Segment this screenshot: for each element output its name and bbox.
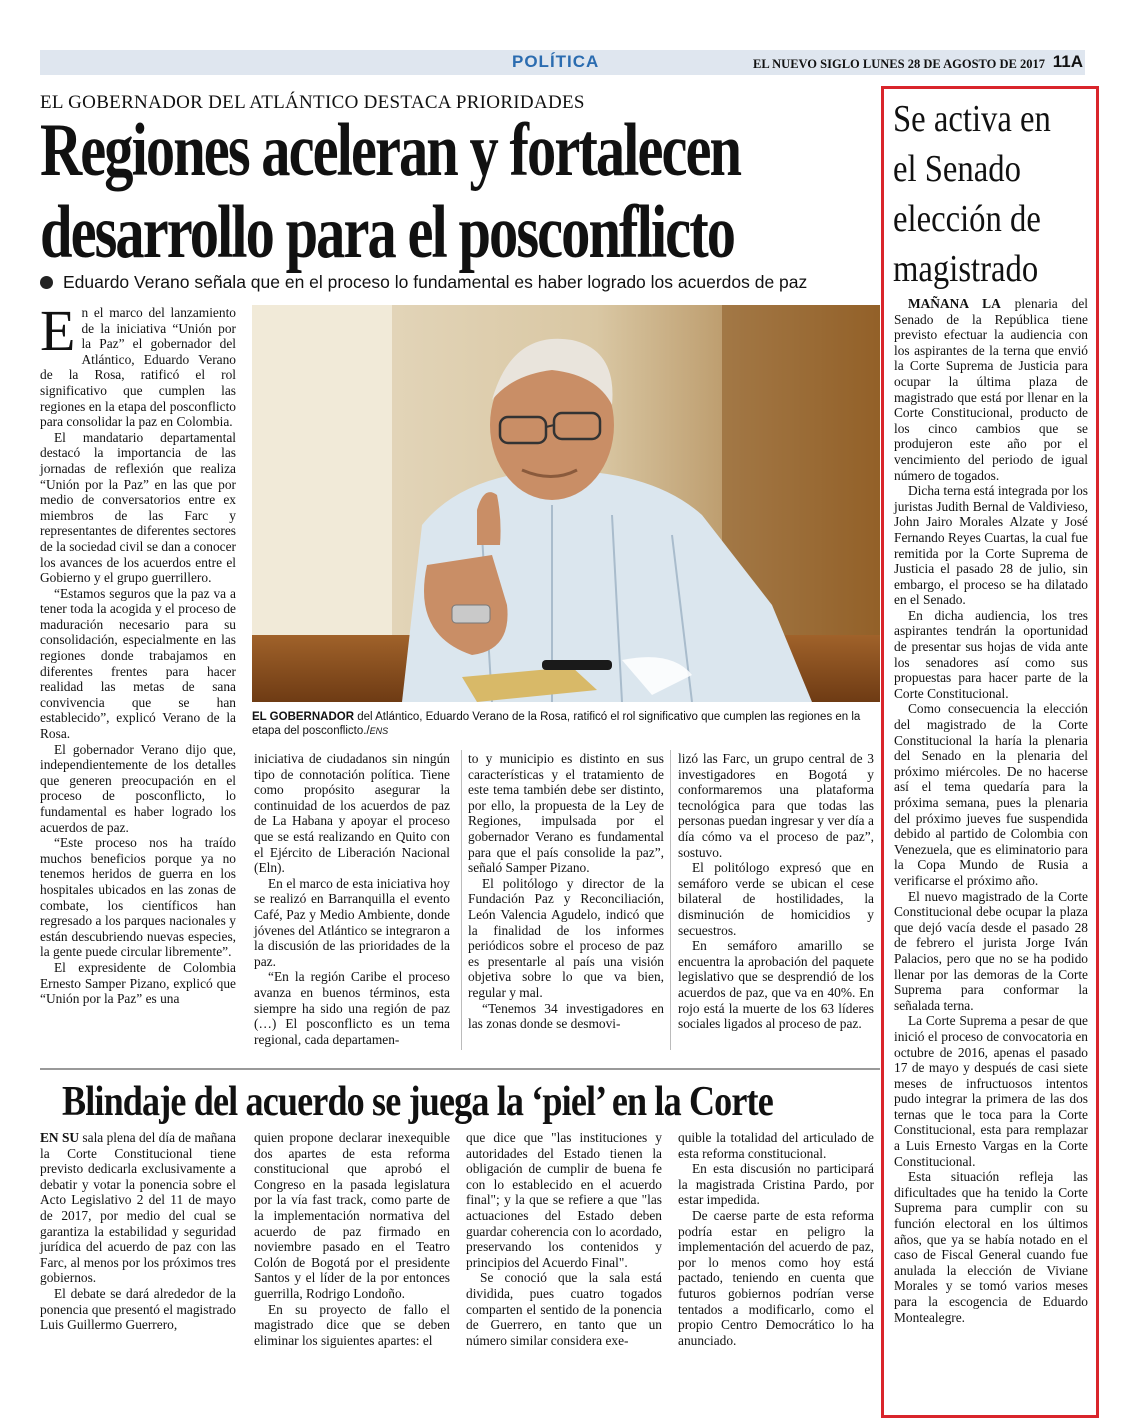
paragraph: quien propone declarar inexequible dos apartes de esta reforma constitucional que aprobó el Congreso en la pasada legislatura por la vía fast track, como parte de la implementación normativa del acuerdo de paz firmado en noviembre pasado en el Teatro Colón de Bogotá por el presidente Santos y el líder de la por entonces guerrilla, Rodrigo Londoño. <box>254 1130 450 1301</box>
governor-photo <box>252 305 880 702</box>
caption-credit: ENS <box>369 726 389 736</box>
main-headline <box>40 110 882 274</box>
paragraph: El mandatario departamental destacó la importancia de las jornadas de reflexión que realiza “Unión por la Paz” en las que por medio de conversatorios entre ex miembros de las Farc y representantes de diferentes sectores de la sociedad civil se dan a conocer los avances de los acuerdos entre el Gobierno y el grupo guerrillero. <box>40 429 236 586</box>
paragraph: En dicha audiencia, los tres aspirantes tendrán la oportunidad de presentar sus hojas de vida ante los senadores así como sus propuestas para hacer parte de la Corte Constitucional. <box>894 607 1088 701</box>
kicker: EL GOBERNADOR DEL ATLÁNTICO DESTACA PRIORIDADES <box>40 92 585 113</box>
section-divider <box>40 1068 880 1070</box>
sidebar-body <box>894 296 1088 1325</box>
subhead-text: Eduardo Verano señala que en el proceso lo fundamental es haber logrado los acuerdos de paz <box>63 272 808 292</box>
paragraph: En su proyecto de fallo el magistrado dice que se deben eliminar los siguientes apartes: el <box>254 1301 450 1348</box>
paragraph: Se conoció que la sala está dividida, pues cuatro togados comparten el sentido de la ponencia de Guerrero, en tanto que un número similar considera exe- <box>466 1270 662 1348</box>
paragraph: to y municipio es distinto en sus características y el tratamiento de este tema también debe ser distinto, por ello, la propuesta de la Ley de Regiones, impulsada por el gobernador Verano es fundamental para que el país consolide la paz”, señaló Samper Pizano. <box>468 751 664 876</box>
paragraph: El politólogo y director de la Fundación Paz y Reconciliación, León Valencia Agudelo, indicó que la finalidad de los informes periódicos sobre el proceso de paz es presentarle al país una visión objetiva sobre lo que va bien, regular y mal. <box>468 875 664 1000</box>
second-col-2 <box>254 1130 450 1348</box>
paragraph: En el marco de esta iniciativa hoy se realizó en Barranquilla el evento Café, Paz y Medio Ambiente, donde jóvenes del Atlántico se integraron a la discusión de las prioridades de la paz. <box>254 875 450 969</box>
paragraph: De caerse parte de esta reforma podría estar en peligro la implementación del acuerdo de paz, por lo menos como hoy está pactado, teniendo en cuenta que futuros gobiernos podrían verse tentados a modificarlo, como el propio Centro Democrático lo ha anunciado. <box>678 1207 874 1348</box>
paragraph: “Estamos seguros que la paz va a tener toda la acogida y el proceso de maduración necesario para su consolidación, especialmente en las regiones donde trabajamos en diferentes frentes para hacer realidad las metas de sana convivencia que se han establecido”, explicó Verano de la Rosa. <box>40 585 236 742</box>
paragraph: El gobernador Verano dijo que, independientemente de los detalles que generen preocupación en el proceso de posconflicto, lo fundamental es haber logrado los acuerdos de paz. <box>40 741 236 835</box>
paragraph: plenaria del Senado de la República tiene previsto efectuar la audiencia con los aspirantes de la terna que envió la Corte Suprema de Justicia para ocupar la última plaza de magistrado que está por llenar en la Corte Constitucional, producto de los cinco cambios que se produjeron este año por el vencimiento del periodo de igual número de togados. <box>894 296 1088 483</box>
column-rule <box>461 750 462 1050</box>
paragraph: Dicha terna está integrada por los juristas Judith Bernal de Valdivieso, John Jairo Morales Alzate y José Fernando Reyes Cuartas, la cual fue remitida por la Corte Suprema de Justicia el pasado 28 de julio, sin embargo, el proceso se ha dilatado en el Senado. <box>894 483 1088 608</box>
paragraph: La Corte Suprema a pesar de que inició el proceso de convocatoria en octubre de 2016, apenas el pasado 17 de mayo y después de casi siete meses de infructuosos intentos pudo integrar la primera de las dos ternas que le toca para la Corte Constitucional, esta para remplazar a Luis Ernesto Vargas en la Corte Constitucional. <box>894 1013 1088 1169</box>
sidebar-headline-line: Se activa en <box>893 98 1051 140</box>
second-headline: Blindaje del acuerdo se juega la ‘piel’ en la Corte <box>62 1079 773 1125</box>
paragraph: lizó las Farc, un grupo central de 3 investigadores en Bogotá y conformaremos una plataforma tecnológica para que todas las personas puedan ingresar y ver día a día cómo va el proceso de paz”, sostuvo. <box>678 751 874 860</box>
sidebar-headline-line: elección de <box>893 198 1041 240</box>
main-col-1 <box>40 298 236 1007</box>
paragraph: En semáforo amarillo se encuentra la aprobación del paquete legislativo que se desprendió de los acuerdos de paz, que va en 40%. En rojo está la muerte de los 63 líderes sociales ligados al proceso de paz. <box>678 938 874 1032</box>
caption-lead: EL GOBERNADOR <box>252 711 355 723</box>
sidebar-headline-line: el Senado <box>893 148 1021 190</box>
main-col-2 <box>254 751 450 1047</box>
sidebar-headline-line: magistrado <box>893 248 1039 290</box>
photo-caption <box>252 710 880 738</box>
bullet-icon <box>40 276 53 289</box>
paragraph: que dice que "las instituciones y autoridades del Estado tienen la obligación de cumplir de buena fe con lo establecido en el acuerdo final"; y la que se refiere a que "las actuaciones del Estado deben guardar coherencia con lo acordado, preservando los contenidos y principios del Acuerdo Final". <box>466 1130 662 1270</box>
headline-line-1: Regiones aceleran y fortalecen <box>40 109 741 192</box>
paragraph: quible la totalidad del articulado de esta reforma constitucional. <box>678 1130 874 1161</box>
paragraph: El politólogo expresó que en semáforo verde se ubican el cese bilateral de hostilidades, la disminución de homicidios y secuestros. <box>678 860 874 938</box>
paragraph: sala plena del día de mañana la Corte Constitucional tiene previsto dedicarla exclusivamente a debatir y votar la ponencia sobre el Acto Legislativo 2 del 11 de mayo de 2017, por medio del cual se garantiza la estabilidad y seguridad jurídica del acuerdo de paz con las Farc, al menos por los próximos tres gobiernos. <box>40 1130 236 1286</box>
lead-in: EN SU <box>40 1130 80 1145</box>
subhead <box>40 272 807 293</box>
paragraph: “Tenemos 34 investigadores en las zonas donde se desmovi- <box>468 1000 664 1032</box>
second-col-3 <box>466 1130 662 1348</box>
second-col-4 <box>678 1130 874 1348</box>
paragraph: iniciativa de ciudadanos sin ningún tipo de connotación política. Tiene como propósito asegurar la continuidad de los acuerdos de paz de La Habana y apoyar el proceso que se está realizando en Quito con el Ejército de Liberación Nacional (Eln). <box>254 751 450 876</box>
headline-line-2: desarrollo para el posconflicto <box>40 191 735 274</box>
page-number: 11A <box>1052 52 1083 71</box>
paragraph: El nuevo magistrado de la Corte Constitucional debe ocupar la plaza que dejó vacía desde el pasado 28 de febrero el jurista Jorge Iván Palacios, pero que no se ha podido llenar por las demoras de la Corte Suprema para conformar la señalada terna. <box>894 888 1088 1013</box>
caption-text: del Atlántico, Eduardo Verano de la Rosa, ratificó el rol significativo que cumplen las regiones en la etapa del posconflicto./ <box>252 711 861 737</box>
paper-date: EL NUEVO SIGLO LUNES 28 DE AGOSTO DE 2017 <box>753 57 1045 71</box>
paragraph: Como consecuencia la elección del magistrado de la Corte Constitucional la haría la plenaria del Senado en la plenaria del próximo miércoles. De no hacerse así el tema quedaría para la próxima semana, pues la plenaria del próximo jueves fue suspendida debido al partido de Colombia con Venezuela, que es eliminatorio para la Copa Mundo de Rusia a verificarse el próximo año. <box>894 701 1088 888</box>
paragraph: En esta discusión no participará la magistrada Cristina Pardo, por estar impedida. <box>678 1161 874 1208</box>
paragraph: “En la región Caribe el proceso avanza en buenos términos, esta siempre ha sido una región de paz (…) El posconflicto es un tema regional, cada departamen- <box>254 969 450 1047</box>
paragraph: Esta situación refleja las dificultades que ha tenido la Corte Suprema para cumplir con su función electoral en los últimos años, que ya se había notado en el caso de Fiscal General cuando fue anulada la elección de Viviane Morales y se tomó varios meses para la escogencia de Eduardo Montealegre. <box>894 1169 1088 1325</box>
paragraph: El debate se dará alrededor de la ponencia que presentó el magistrado Luis Guillermo Guerrero, <box>40 1285 236 1333</box>
sidebar-headline <box>893 94 1099 294</box>
second-col-1 <box>40 1130 236 1333</box>
lead-in: MAÑANA LA <box>908 296 1001 311</box>
paragraph: n el marco del lanzamiento de la iniciativa “Unión por la Paz” el gobernador del Atlántico, Eduardo Verano de la Rosa, ratificó el rol significativo que cumplen las regiones en la etapa del posconflicto para consolidar la paz en Colombia. <box>40 305 236 430</box>
paragraph: “Este proceso nos ha traído muchos beneficios porque ya no tenemos heridos de guerra en los hospitales ubicados en las zonas de combate, los científicos han regresado a los parques nacionales y están descubriendo nuevas especies, la gente puede circular libremente”. <box>40 835 236 960</box>
drop-cap: E <box>40 298 76 363</box>
section-label: POLÍTICA <box>512 52 600 71</box>
paragraph: El expresidente de Colombia Ernesto Samper Pizano, explicó que “Unión por la Paz” es una <box>40 959 236 1007</box>
column-rule <box>670 750 671 1050</box>
main-col-3 <box>468 751 664 1032</box>
main-col-4 <box>678 751 874 1032</box>
